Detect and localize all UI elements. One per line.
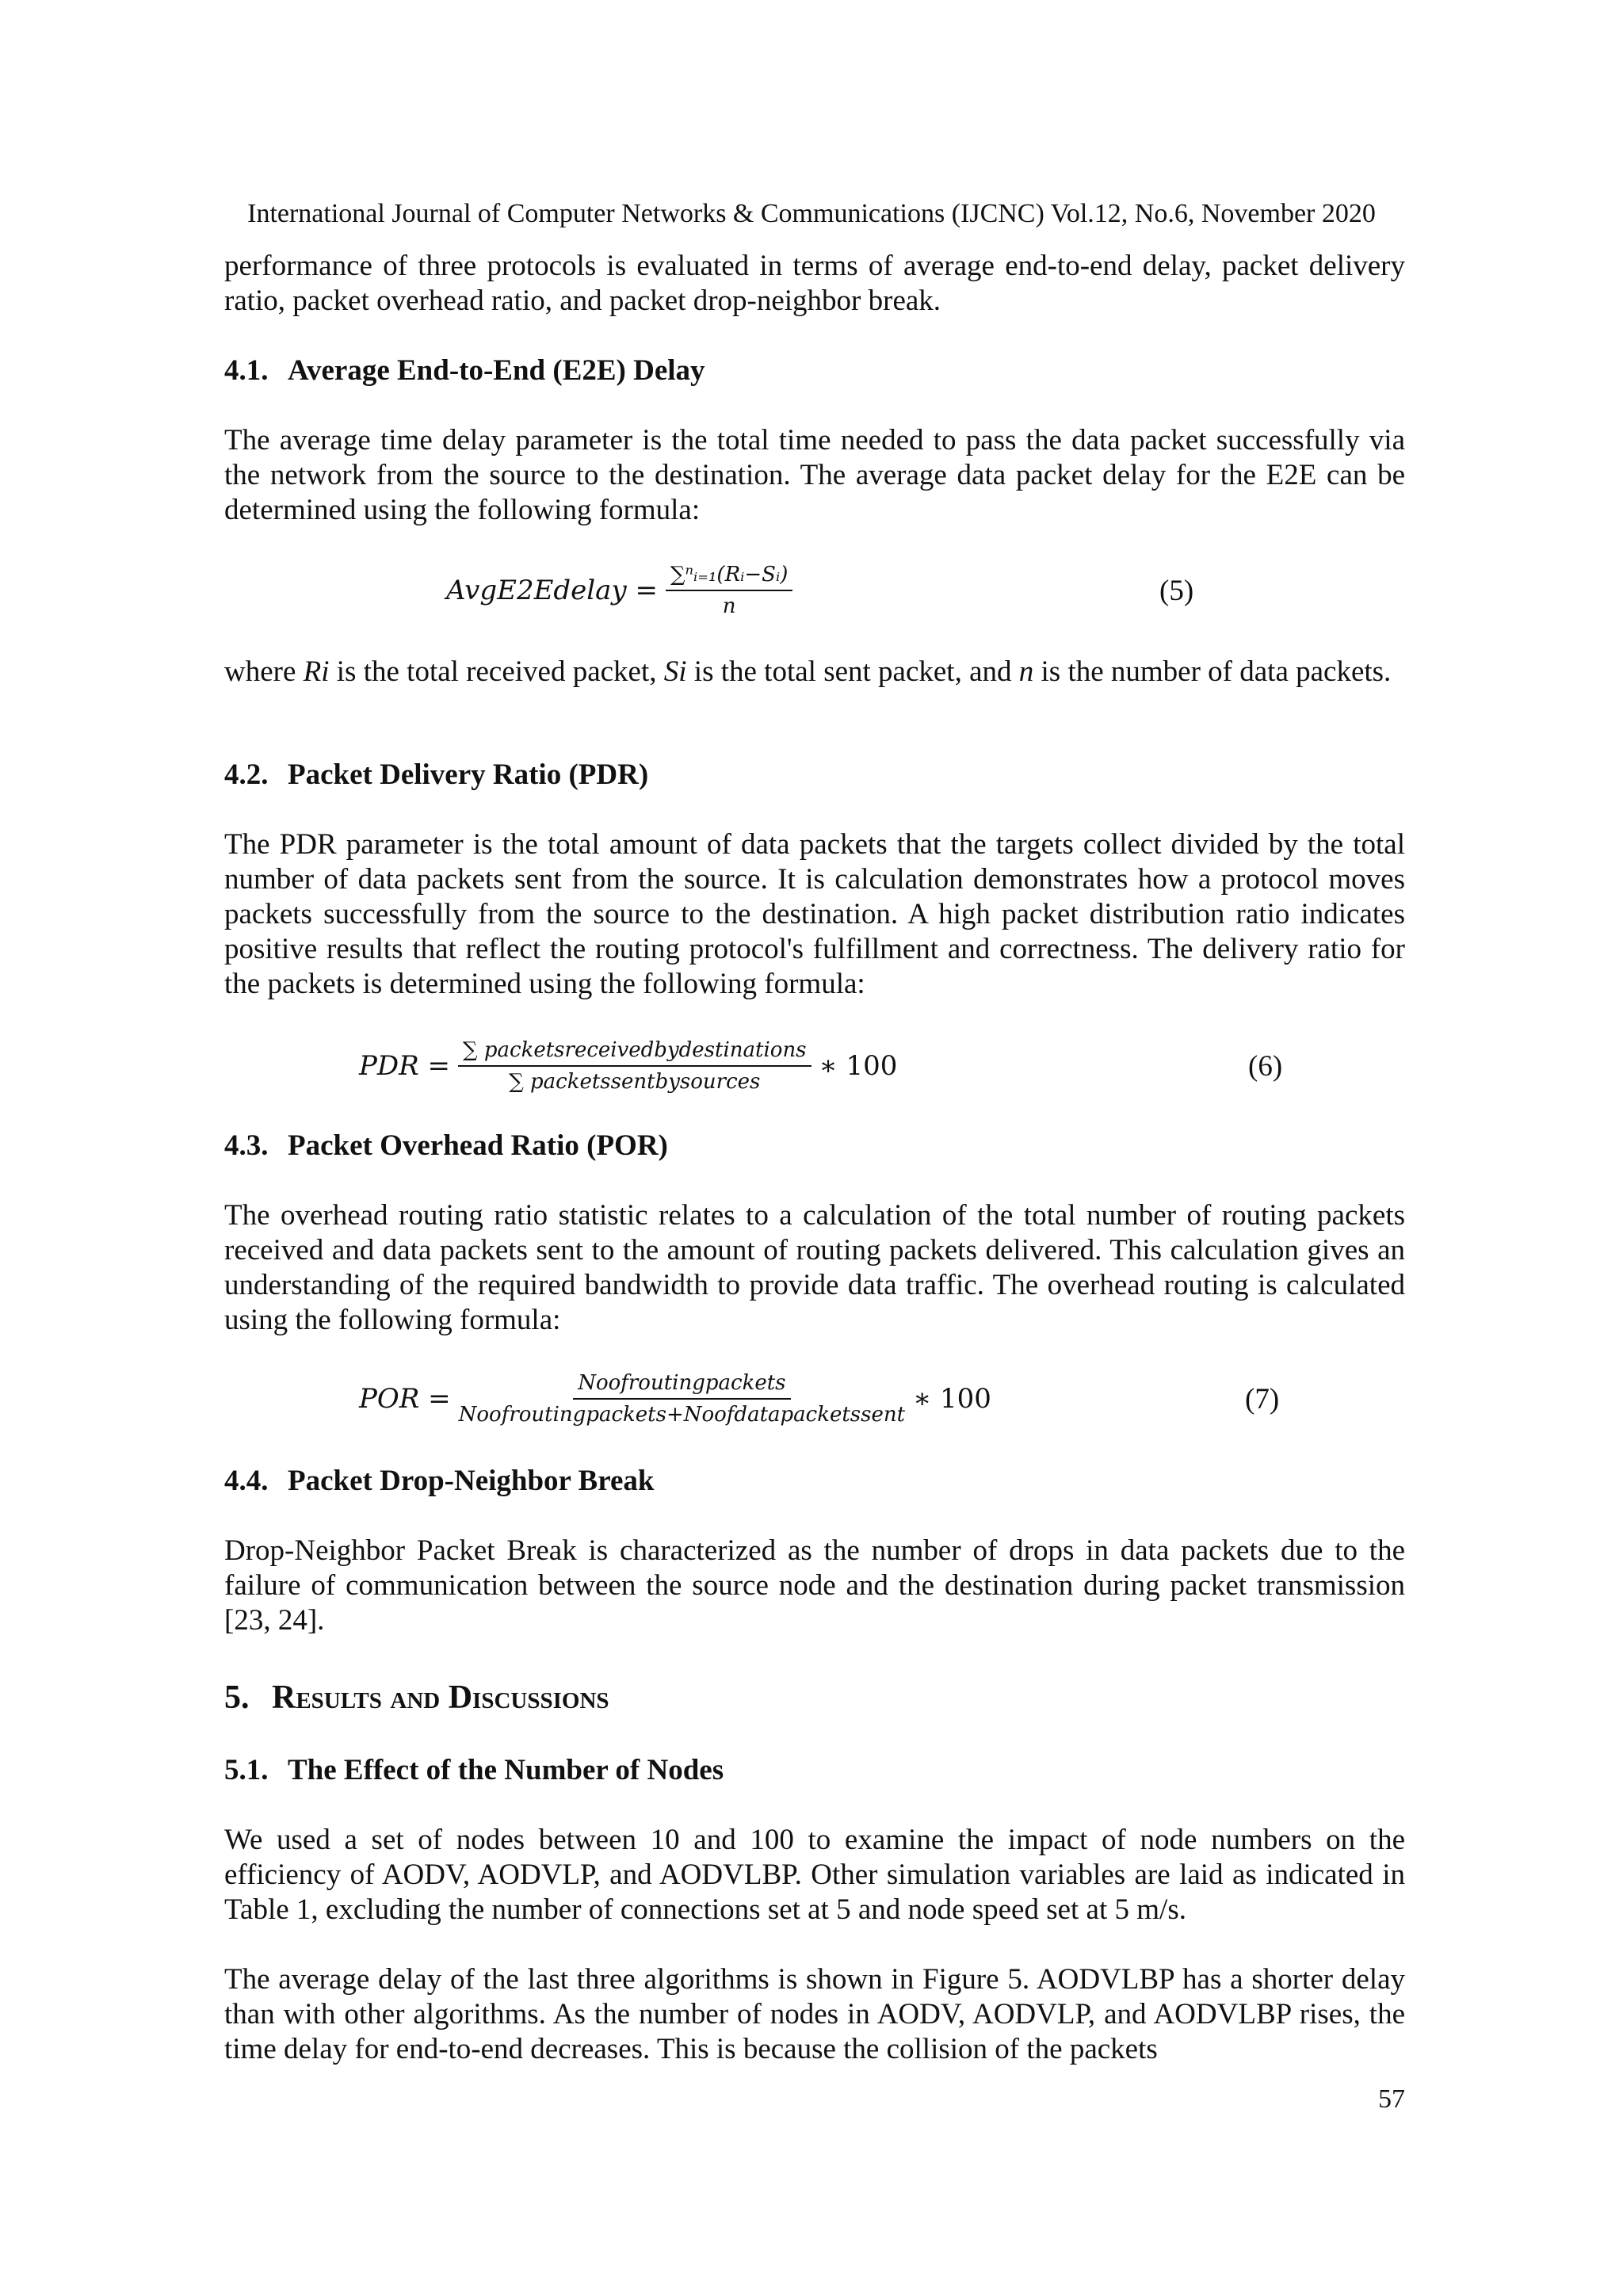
section-5-1-body-1 [224,1823,1405,1927]
equation-numerator: Noofroutingpackets [573,1371,790,1400]
where-clause: where Ri is the total received packet, Si is the total sent packet, and n is the number of data packets. [224,655,1392,688]
paragraph: The PDR parameter is the total amount of data packets that the targets collect divided by the total number of data packets sent from the source. It is calculation demonstrates how a protocol moves packets successfully from the source to the destination. A high packet distribution ratio indicates positive results that reflect the routing protocol's fulfillment and correctness. The delivery ratio for the packets is determined using the following formula: [224,828,1405,1000]
section-5-1-body-2 [224,1962,1405,2067]
equation-denominator: n [722,594,736,618]
equation-multiplier: ∗ 100 [819,1050,898,1082]
section-number: 4.1. [224,354,269,387]
symbol-si: Si [663,655,687,688]
section-title: Packet Delivery Ratio (PDR) [288,758,649,791]
equation-number: (5) [1159,574,1194,607]
section-4-1-body [224,423,1405,528]
equation-lhs: POR = [359,1383,451,1415]
section-title: Packet Drop-Neighbor Break [288,1465,655,1497]
section-number: 4.4. [224,1465,269,1497]
intro-paragraph-block [224,249,1405,319]
paragraph: The overhead routing ratio statistic relates to a calculation of the total number of routing packets received and data packets sent to the amount of routing packets delivered. This calculation gives an understanding of the required bandwidth to provide data traffic. The overhead routing is calculated using the following formula: [224,1199,1405,1336]
section-4-2-body [224,827,1405,1002]
section-5-heading [224,1679,1405,1717]
equation-fraction [459,1371,905,1427]
page-number: 57 [1378,2084,1405,2114]
paragraph: Drop-Neighbor Packet Break is characterized as the number of drops in data packets due to the failure of communication between the source node and the destination during packet transmission [23, 24]. [224,1534,1405,1637]
equation-fraction [666,563,792,618]
section-title: Results and Discussions [272,1679,609,1716]
section-4-3-heading [224,1129,1405,1163]
section-4-1-heading [224,353,1405,388]
section-4-4-body [224,1534,1405,1638]
section-title: Average End-to-End (E2E) Delay [288,354,705,387]
paragraph: The average time delay parameter is the total time needed to pass the data packet successfully via the network from the source to the destination. The average data packet delay for the E2E can be determined using the following formula: [224,424,1405,526]
section-title: Packet Overhead Ratio (POR) [288,1129,668,1162]
paragraph: The average delay of the last three algorithms is shown in Figure 5. AODVLBP has a shorter delay than with other algorithms. As the number of nodes in AODV, AODVLP, and AODVLBP rises, the time delay for end-to-end decreases. This is because the collision of the packets [224,1963,1405,2065]
equation-number: (6) [1248,1049,1283,1083]
equation-denominator: Noofroutingpackets+Noofdatapacketssent [458,1403,906,1427]
section-number: 5. [224,1679,250,1716]
section-number: 4.3. [224,1129,269,1162]
paragraph: We used a set of nodes between 10 and 100 to examine the impact of node numbers on the efficiency of AODV, AODVLP, and AODVLBP. Other simulation variables are laid as indicated in Table 1, excluding the number of connections set at 5 and node speed set at 5 m/s. [224,1824,1405,1926]
equation-5 [224,547,1405,634]
equation-numerator: ∑ⁿᵢ₌₁(Rᵢ−Sᵢ) [666,563,792,591]
section-4-2-heading [224,758,1405,793]
running-header: International Journal of Computer Networks & Communications (IJCNC) Vol.12, No.6, November 2020 [247,199,1376,228]
intro-paragraph: performance of three protocols is evaluated in terms of average end-to-end delay, packet delivery ratio, packet overhead ratio, and packet drop-neighbor break. [224,250,1405,317]
equation-number: (7) [1245,1382,1280,1415]
section-4-4-heading [224,1464,1405,1499]
symbol-n: n [1018,655,1034,688]
section-4-3-body [224,1198,1405,1338]
equation-fraction [458,1038,811,1094]
section-5-1-heading [224,1753,1405,1788]
equation-lhs: AvgE2Edelay = [446,575,658,606]
section-number: 4.2. [224,758,269,791]
equation-numerator: ∑ packetsreceivedbydestinations [458,1038,811,1067]
equation-7 [224,1355,1405,1442]
equation-lhs: PDR = [359,1050,451,1082]
equation-multiplier: ∗ 100 [913,1383,991,1415]
symbol-ri: Ri [303,655,330,688]
section-title: The Effect of the Number of Nodes [288,1754,724,1786]
equation-6 [224,1022,1405,1110]
section-number: 5.1. [224,1754,269,1786]
equation-denominator: ∑ packetssentbysources [509,1070,761,1094]
